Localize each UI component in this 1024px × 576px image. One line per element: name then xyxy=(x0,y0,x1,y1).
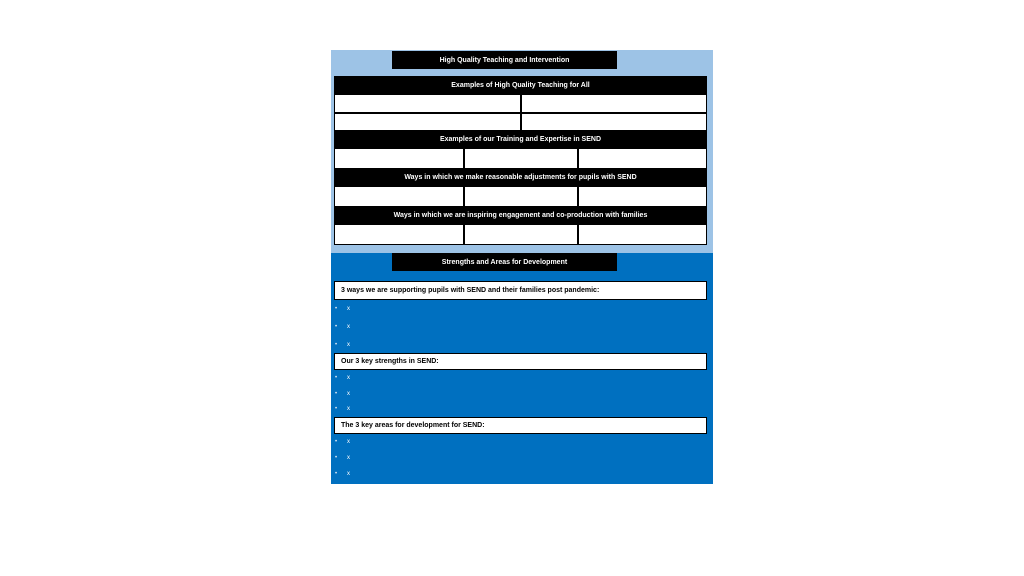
panel-title: High Quality Teaching and Intervention xyxy=(392,51,617,69)
table-cell[interactable] xyxy=(464,224,578,245)
section-header-training-expertise: Examples of our Training and Expertise in SEND xyxy=(334,131,707,148)
training-expertise-grid xyxy=(334,148,707,169)
development-areas-label: The 3 key areas for development for SEND: xyxy=(334,417,707,434)
table-cell[interactable] xyxy=(334,186,464,207)
list-item: • x xyxy=(335,342,350,348)
teaching-intervention-panel xyxy=(331,50,713,253)
table-cell[interactable] xyxy=(464,186,578,207)
table-cell[interactable] xyxy=(521,94,708,113)
section-header-high-quality-teaching: Examples of High Quality Teaching for All xyxy=(334,76,707,94)
table-cell[interactable] xyxy=(334,94,521,113)
list-item: • x xyxy=(335,391,350,397)
table-cell[interactable] xyxy=(578,186,707,207)
section-header-reasonable-adjustments: Ways in which we make reasonable adjustments for pupils with SEND xyxy=(334,169,707,186)
list-item: • x xyxy=(335,406,350,412)
supporting-pupils-label: 3 ways we are supporting pupils with SEND and their families post pandemic: xyxy=(334,281,707,300)
list-item: • x xyxy=(335,375,350,381)
section-header-family-engagement: Ways in which we are inspiring engagement and co-production with families xyxy=(334,207,707,224)
table-cell[interactable] xyxy=(464,148,578,169)
table-cell[interactable] xyxy=(334,148,464,169)
slide-panel xyxy=(331,50,713,484)
list-item: • x xyxy=(335,306,350,312)
key-strengths-label: Our 3 key strengths in SEND: xyxy=(334,353,707,370)
table-cell[interactable] xyxy=(334,224,464,245)
family-engagement-grid xyxy=(334,224,707,245)
strengths-development-panel xyxy=(331,253,713,484)
list-item: • x xyxy=(335,324,350,330)
reasonable-adjustments-grid xyxy=(334,186,707,207)
list-item: • x xyxy=(335,471,350,477)
table-cell[interactable] xyxy=(521,113,708,132)
table-cell[interactable] xyxy=(334,113,521,132)
table-cell[interactable] xyxy=(578,148,707,169)
list-item: • x xyxy=(335,439,350,445)
high-quality-teaching-grid xyxy=(334,94,707,131)
table-cell[interactable] xyxy=(578,224,707,245)
list-item: • x xyxy=(335,455,350,461)
strengths-panel-title: Strengths and Areas for Development xyxy=(392,253,617,271)
